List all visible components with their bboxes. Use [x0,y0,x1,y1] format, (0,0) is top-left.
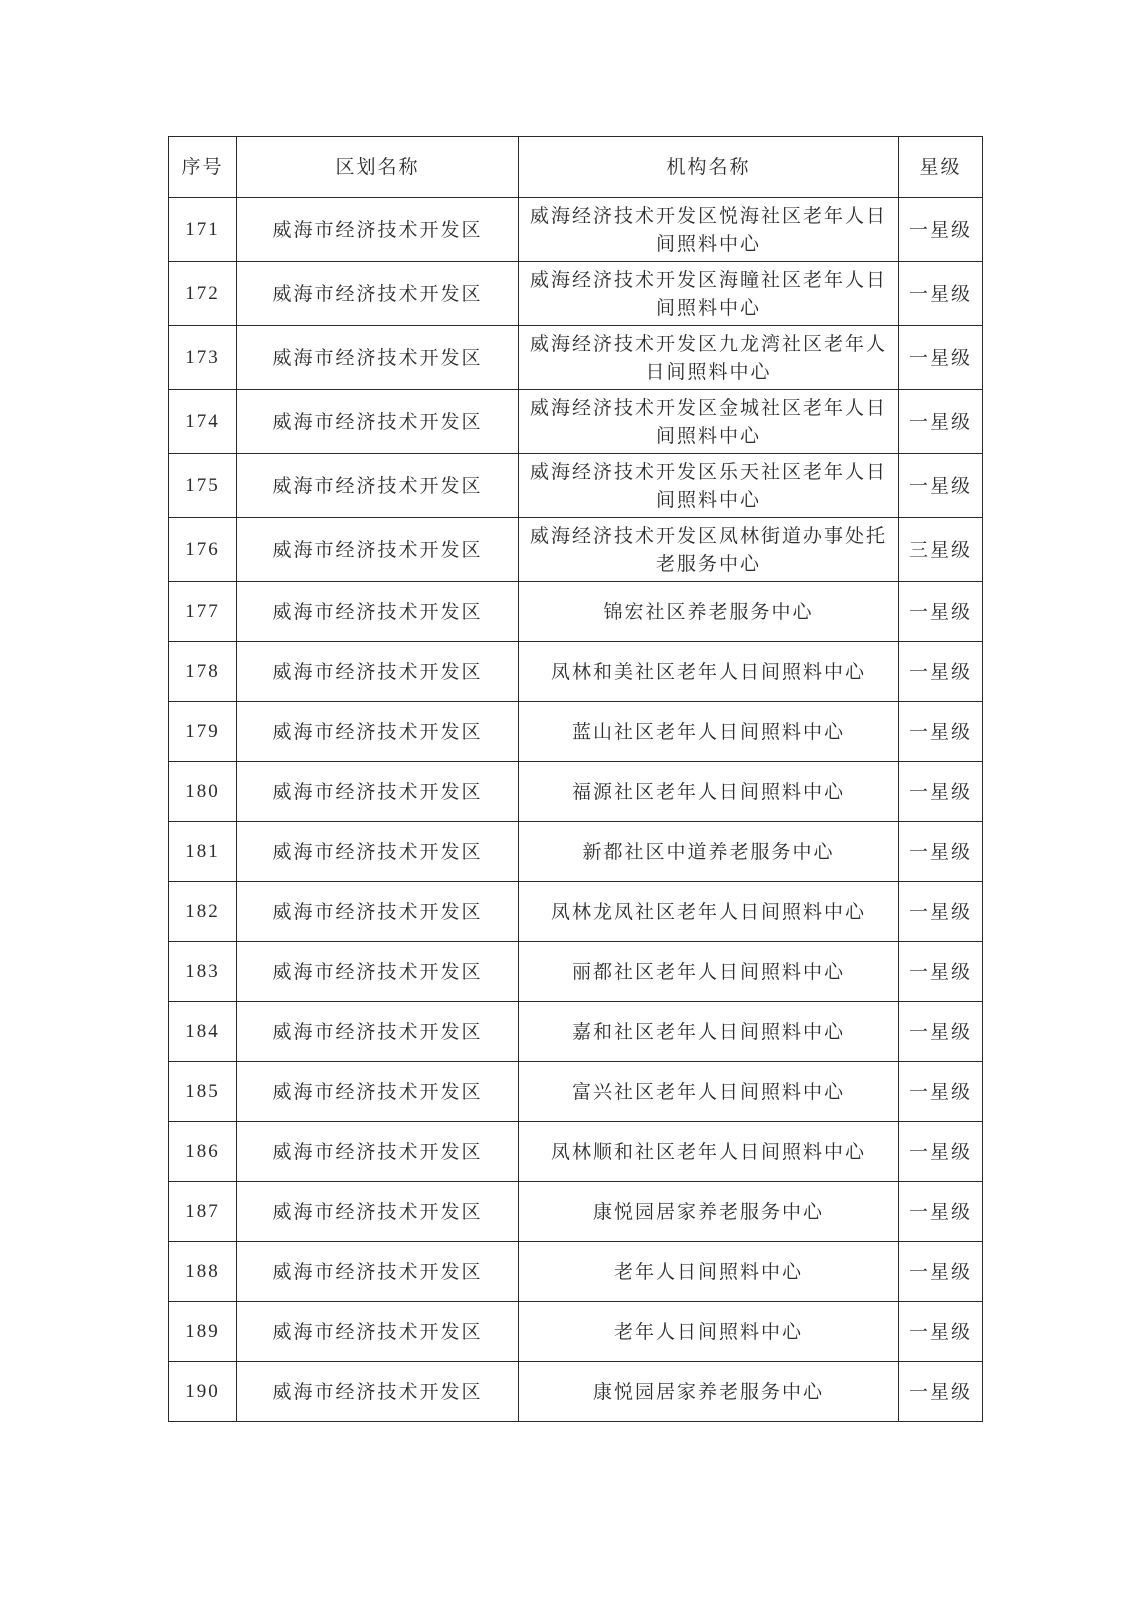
cell-seq: 189 [169,1302,237,1362]
cell-institution: 威海经济技术开发区九龙湾社区老年人日间照料中心 [519,326,899,390]
table-row [169,882,983,942]
cell-institution: 凤林和美社区老年人日间照料中心 [519,642,899,702]
cell-institution: 蓝山社区老年人日间照料中心 [519,702,899,762]
cell-district: 威海市经济技术开发区 [237,1122,519,1182]
cell-institution: 威海经济技术开发区凤林街道办事处托老服务中心 [519,518,899,582]
header-institution: 机构名称 [519,137,899,198]
cell-institution: 威海经济技术开发区海瞳社区老年人日间照料中心 [519,262,899,326]
header-level: 星级 [899,137,983,198]
cell-district: 威海市经济技术开发区 [237,702,519,762]
cell-institution: 嘉和社区老年人日间照料中心 [519,1002,899,1062]
cell-seq: 179 [169,702,237,762]
cell-level: 一星级 [899,1002,983,1062]
cell-seq: 190 [169,1362,237,1422]
table-row [169,1302,983,1362]
cell-level: 一星级 [899,390,983,454]
table-row [169,582,983,642]
cell-level: 一星级 [899,198,983,262]
table-header-row [169,137,983,198]
cell-district: 威海市经济技术开发区 [237,642,519,702]
cell-level: 一星级 [899,1302,983,1362]
cell-institution: 凤林顺和社区老年人日间照料中心 [519,1122,899,1182]
cell-institution: 凤林龙凤社区老年人日间照料中心 [519,882,899,942]
cell-level: 一星级 [899,454,983,518]
table-body [169,198,983,1422]
cell-seq: 184 [169,1002,237,1062]
table-row [169,1062,983,1122]
cell-district: 威海市经济技术开发区 [237,454,519,518]
cell-district: 威海市经济技术开发区 [237,326,519,390]
header-seq: 序号 [169,137,237,198]
cell-institution: 康悦园居家养老服务中心 [519,1182,899,1242]
table-row [169,198,983,262]
cell-district: 威海市经济技术开发区 [237,1362,519,1422]
table-row [169,1122,983,1182]
cell-seq: 172 [169,262,237,326]
cell-seq: 183 [169,942,237,1002]
table-header [169,137,983,198]
cell-district: 威海市经济技术开发区 [237,1002,519,1062]
cell-level: 一星级 [899,642,983,702]
cell-seq: 186 [169,1122,237,1182]
cell-seq: 174 [169,390,237,454]
cell-level: 一星级 [899,326,983,390]
cell-seq: 181 [169,822,237,882]
cell-district: 威海市经济技术开发区 [237,1182,519,1242]
table-row [169,518,983,582]
table-row [169,762,983,822]
cell-level: 一星级 [899,1182,983,1242]
cell-seq: 178 [169,642,237,702]
cell-institution: 老年人日间照料中心 [519,1302,899,1362]
table-row [169,454,983,518]
table-row [169,642,983,702]
table-row [169,1362,983,1422]
cell-institution: 威海经济技术开发区金城社区老年人日间照料中心 [519,390,899,454]
cell-district: 威海市经济技术开发区 [237,390,519,454]
cell-level: 一星级 [899,262,983,326]
table-row [169,326,983,390]
cell-seq: 187 [169,1182,237,1242]
cell-district: 威海市经济技术开发区 [237,1062,519,1122]
table-row [169,822,983,882]
cell-district: 威海市经济技术开发区 [237,262,519,326]
table-row [169,262,983,326]
table-row [169,942,983,1002]
cell-district: 威海市经济技术开发区 [237,518,519,582]
cell-district: 威海市经济技术开发区 [237,582,519,642]
cell-institution: 福源社区老年人日间照料中心 [519,762,899,822]
table-row [169,390,983,454]
cell-level: 一星级 [899,1242,983,1302]
cell-institution: 老年人日间照料中心 [519,1242,899,1302]
cell-district: 威海市经济技术开发区 [237,882,519,942]
cell-level: 一星级 [899,882,983,942]
elderly-care-institution-table [168,136,983,1422]
cell-seq: 188 [169,1242,237,1302]
cell-institution: 富兴社区老年人日间照料中心 [519,1062,899,1122]
cell-seq: 182 [169,882,237,942]
cell-district: 威海市经济技术开发区 [237,198,519,262]
cell-seq: 177 [169,582,237,642]
table-row [169,1242,983,1302]
cell-institution: 锦宏社区养老服务中心 [519,582,899,642]
cell-district: 威海市经济技术开发区 [237,1242,519,1302]
cell-institution: 丽都社区老年人日间照料中心 [519,942,899,1002]
table-row [169,1182,983,1242]
cell-district: 威海市经济技术开发区 [237,822,519,882]
cell-level: 一星级 [899,1362,983,1422]
cell-institution: 康悦园居家养老服务中心 [519,1362,899,1422]
cell-institution: 威海经济技术开发区乐天社区老年人日间照料中心 [519,454,899,518]
cell-seq: 175 [169,454,237,518]
cell-seq: 171 [169,198,237,262]
cell-seq: 176 [169,518,237,582]
cell-level: 一星级 [899,1122,983,1182]
table-row [169,702,983,762]
cell-district: 威海市经济技术开发区 [237,1302,519,1362]
cell-institution: 威海经济技术开发区悦海社区老年人日间照料中心 [519,198,899,262]
cell-level: 一星级 [899,762,983,822]
cell-district: 威海市经济技术开发区 [237,942,519,1002]
cell-district: 威海市经济技术开发区 [237,762,519,822]
cell-level: 一星级 [899,942,983,1002]
cell-institution: 新都社区中道养老服务中心 [519,822,899,882]
header-district: 区划名称 [237,137,519,198]
table-row [169,1002,983,1062]
cell-level: 一星级 [899,822,983,882]
cell-level: 一星级 [899,702,983,762]
cell-level: 一星级 [899,582,983,642]
cell-seq: 185 [169,1062,237,1122]
cell-seq: 173 [169,326,237,390]
cell-level: 三星级 [899,518,983,582]
cell-seq: 180 [169,762,237,822]
cell-level: 一星级 [899,1062,983,1122]
